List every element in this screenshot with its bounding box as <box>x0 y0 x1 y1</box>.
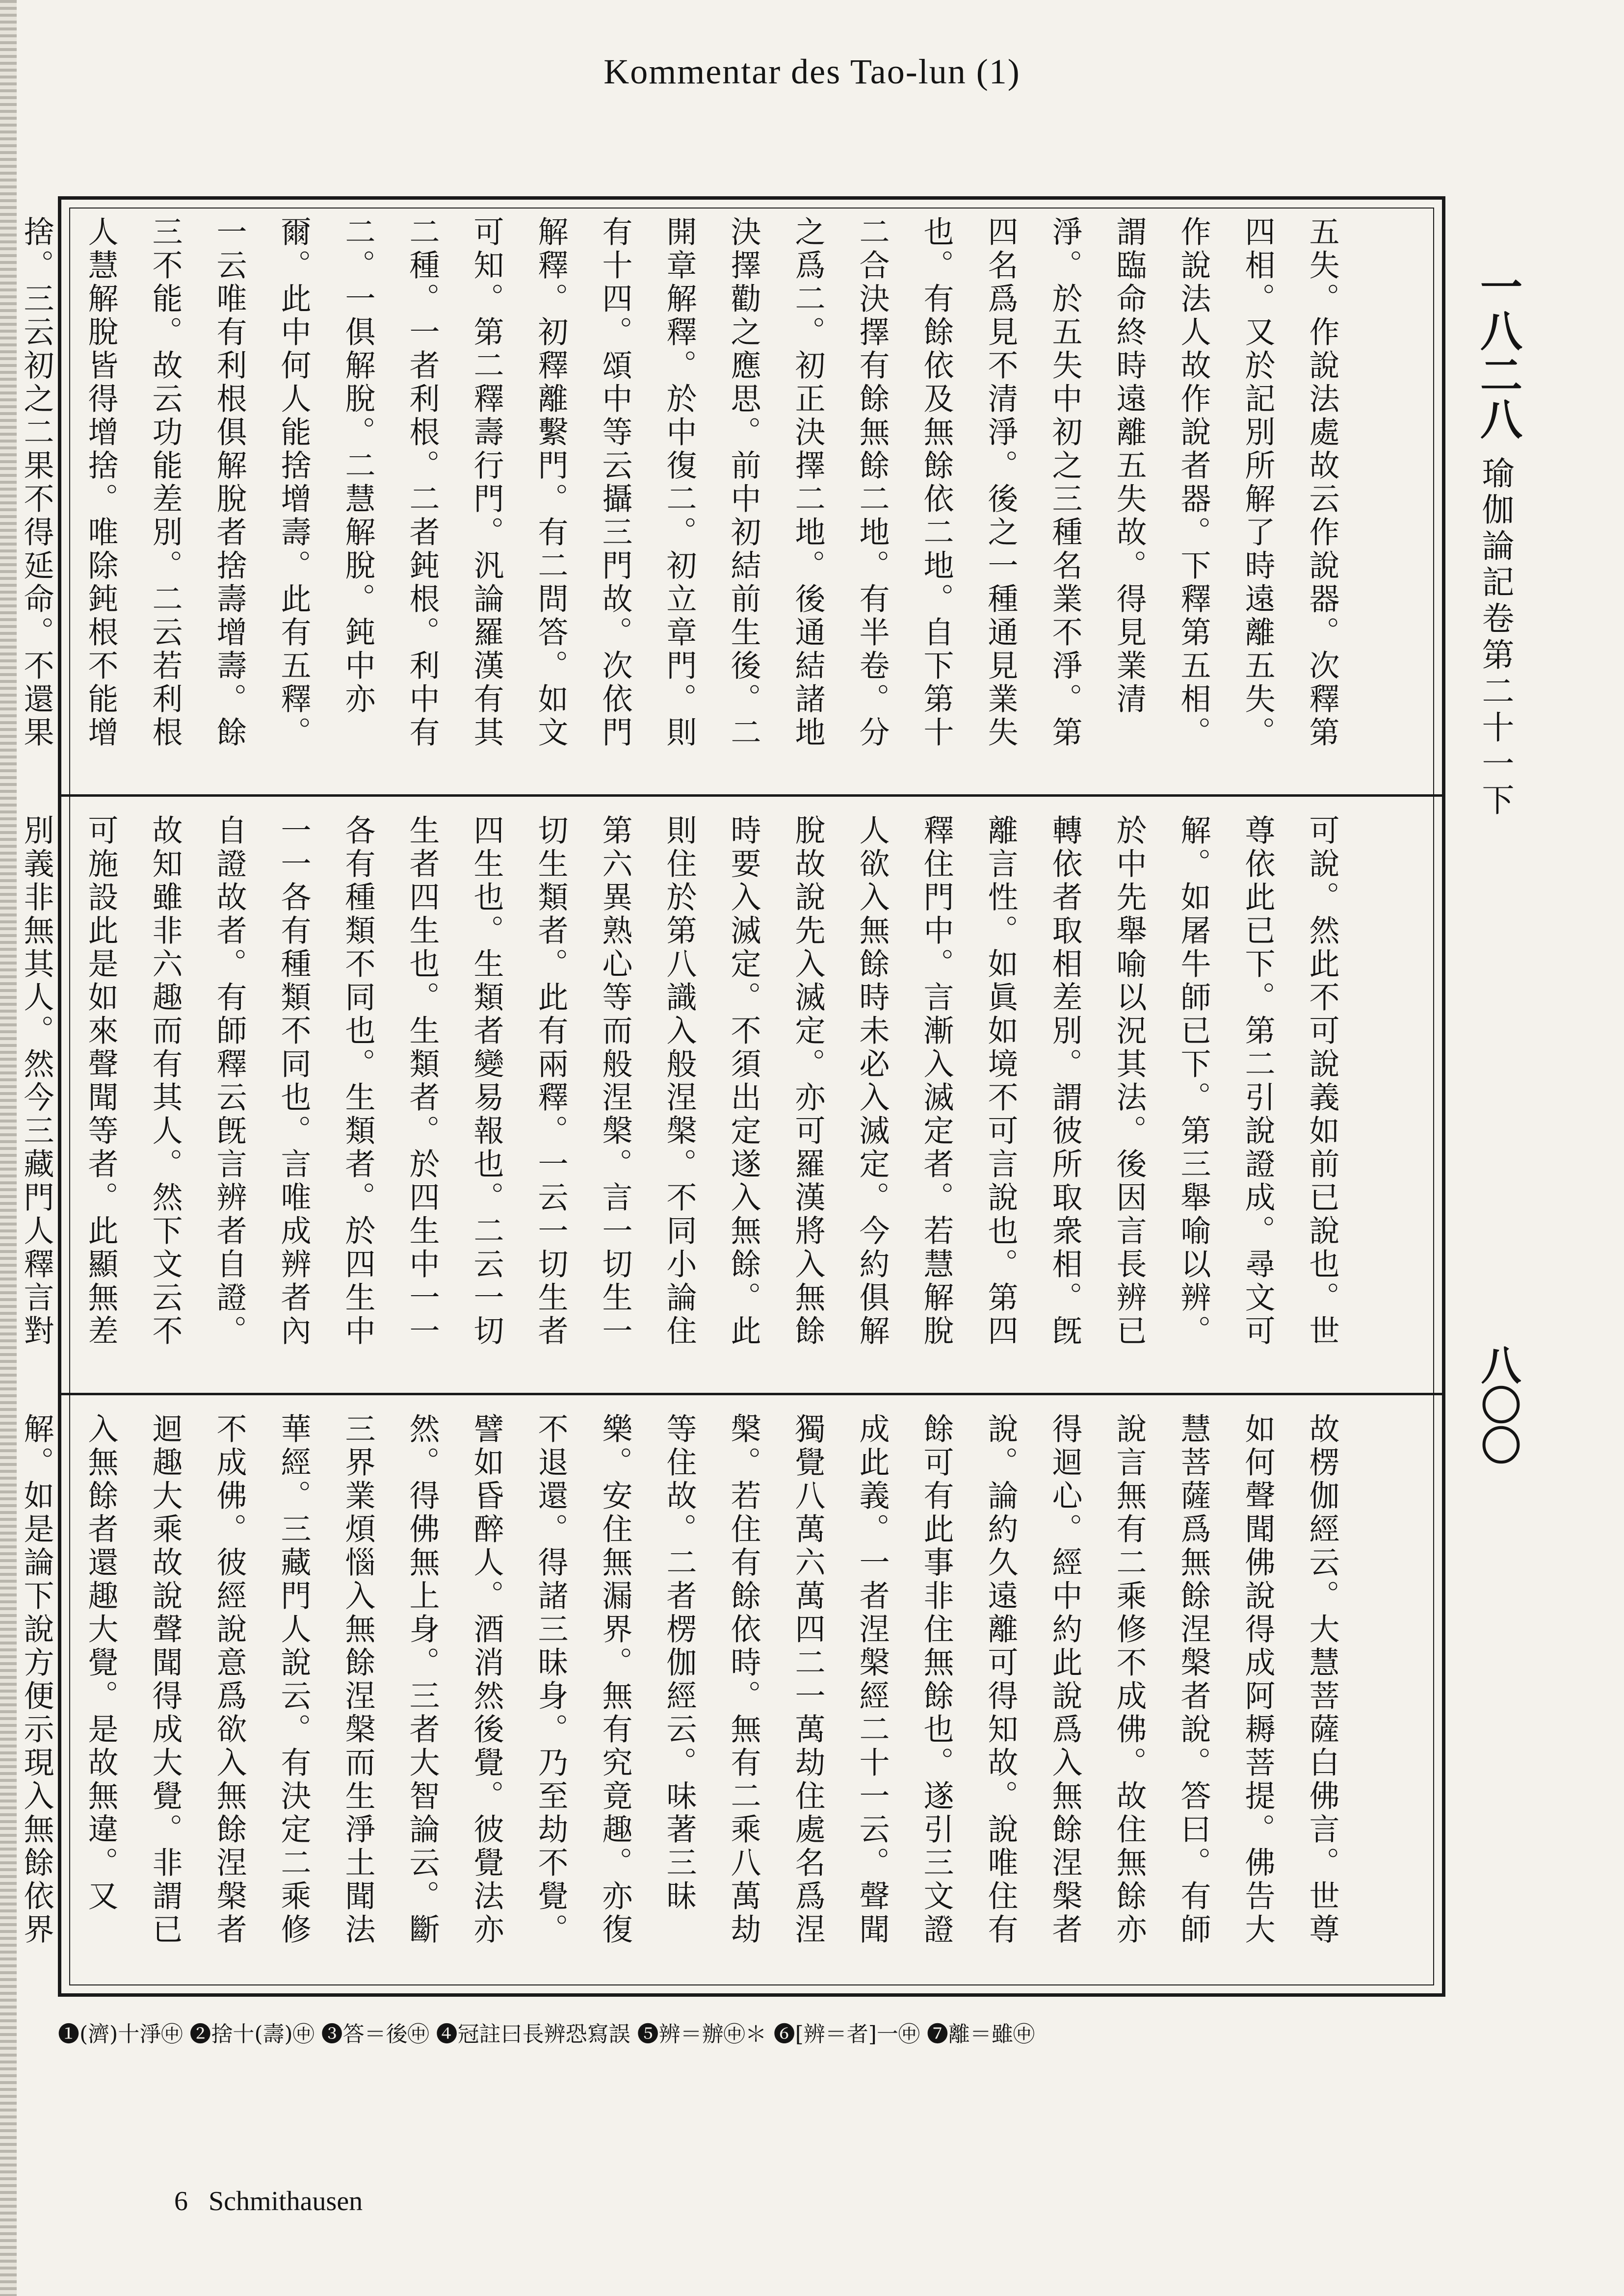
text-band-upper: 五失。作說法處故云作說器。次釋第四相。又於記別所解了時遠離五失。作說法人故作說者器。下釋第五相。謂臨命終時遠離五失故。得見業清淨。於五失中初之三種名業不淨。第四名爲見不清淨。後之一種通見業失也。有餘依及無餘依二地。自下第十二合決擇有餘無餘二地。有半卷。分之爲二。初正決擇二地。後通結諸地決擇勸之應思。前中初結前生後。二開章解釋。於中復二。初立章門。則有十四。頌中等云攝三門故。次依門解釋。初釋離繫門。有二問答。如文可知。第二釋壽行門。汎論羅漢有其二種。一者利根。二者鈍根。利中有二。一俱解脫。二慧解脫。鈍中亦爾。此中何人能捨增壽。此有五釋。一云唯有利根俱解脫者捨壽增壽。餘三不能。故云功能差別。二云若利根人慧解脫皆得增捨。唯除鈍根不能增捨。三云初之二果不得延命。不還果 <box>19 216 1340 750</box>
text-band-middle: 可說。然此不可說義如前已說也。世尊依此已下。第二引說證成。尋文可解。如屠牛師已下。第三舉喻以辨。於中先舉喻以況其法。後因言長辨已轉依者取相差別。謂彼所取衆相。旣離言性。如眞如境不可言說也。第四釋住門中。言漸入滅定者。若慧解脫人欲入無餘時未必入滅定。今約俱解脫故說先入滅定。亦可羅漢將入無餘時要入滅定。不須出定遂入無餘。此則住於第八識入般涅槃。不同小論住第六異熟心等而般涅槃。言一切生一切生類者。此有兩釋。一云一切生者四生也。生類者變易報也。二云一切生者四生也。生類者。於四生中一一各有種類不同也。生類者。於四生中一一各有種類不同也。言唯成辨者內自證故者。有師釋云旣言辨者自證。故知雖非六趣而有其人。然下文云不可施設此是如來聲聞等者。此顯無差別義非無其人。然今三藏門人釋言對 <box>19 814 1340 1348</box>
page-footer <box>174 2186 363 2217</box>
band-divider-1 <box>61 794 1442 797</box>
margin-volume-number: 一八二八 <box>1473 265 1522 442</box>
footer-author: Schmithausen <box>209 2186 363 2217</box>
band-divider-2 <box>61 1393 1442 1395</box>
footnotes: ❶(濟)十淨㊥ ❷捨十(壽)㊥ ❸答＝後㊥ ❹冠註曰長辨恐寫誤 ❺辨＝辦㊥＊ ❻[辨＝者]一㊥ ❼離＝雖㊥ <box>58 2022 1035 2047</box>
page-header: Kommentar des Tao-lun (1) <box>603 52 1021 91</box>
footer-page-number: 6 <box>174 2186 188 2217</box>
text-band-lower: 故楞伽經云。大慧菩薩白佛言。世尊如何聲聞佛說得成阿耨菩提。佛告大慧菩薩爲無餘涅槃者說。答曰。有師說言無有二乘修不成佛。故住無餘亦得迴心。經中約此說爲入無餘涅槃者說。論約久遠離可得知故。說唯住有餘可有此事非住無餘也。遂引三文證成此義。一者涅槃經二十一云。聲聞獨覺八萬六萬四二一萬劫住處名爲涅槃。若住有餘依時。無有二乘八萬劫等住故。二者楞伽經云。味著三昧樂。安住無漏界。無有究竟趣。亦復不退還。得諸三昧身。乃至劫不覺。譬如昏醉人。酒消然後覺。彼覺法亦然。得佛無上身。三者大智論云。斷三界業煩惱入無餘涅槃而生淨土聞法華經。三藏門人說云。有決定二乘修不成佛。彼經說意爲欲入無餘涅槃者迴趣大乘故說聲聞得成大覺。非謂已入無餘者還趣大覺。是故無違。又解。如是論下說方便示現入無餘依界 <box>19 1413 1340 1947</box>
margin-book-title: 瑜伽論記卷第二十一下 <box>1476 456 1514 819</box>
margin-page-number: 八〇〇 <box>1474 1344 1521 1465</box>
